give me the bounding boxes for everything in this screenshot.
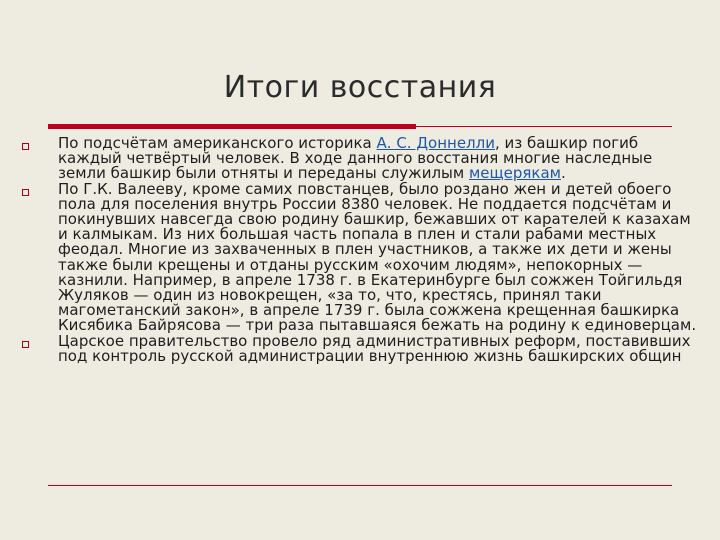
link-meshcheryaki[interactable]: мещерякам: [468, 164, 561, 183]
text-run: Царское правительство провело ряд административных реформ, поставивших под контроль русской администрации внутреннюю жизнь башкирских общин: [58, 331, 691, 365]
title-divider-thin: [416, 126, 672, 127]
bullet-list: [20, 136, 700, 364]
square-bullet-icon: [22, 341, 29, 348]
title-divider-thick: [48, 124, 416, 129]
bullet-item-1: [20, 136, 700, 182]
text-run: .: [560, 164, 566, 183]
text-run: , из башкир погиб каждый четвёртый человек. В ходе данного восстания многие наследные земли башкир были отняты и переданы служилым: [58, 134, 653, 183]
slide-title: Итоги восстания: [223, 70, 497, 105]
link-donnelly[interactable]: А. С. Доннелли: [376, 134, 495, 152]
bullet-item-3: [20, 331, 700, 365]
bullet-item-2: [20, 179, 700, 335]
footer-divider: [48, 485, 672, 486]
text-run: По подсчётам американского историка: [58, 134, 377, 152]
text-run: По Г.К. Валееву, кроме самих повстанцев, было роздано жен и детей обоего пола для поселения внутрь России 8380 человек. Не поддается подсчётам и покинувших навсегда свою родину башкир, бежавших от карателей к казахам и калмыкам. Из них большая часть попала в плен и стали рабами местных феодал. Многие из захваченных в плен участников, а также их дети и жены также были крещены и отданы русским «охочим людям», непокорных — казнили. Например, в апреле 1738 г. в Екатеринбурге был сожжен Тойгильдя Жуляков — один из новокрещен, «за то, что, крестясь, принял таки магометанский закон», в апреле 1739 г. была сожжена крещенная башкирка Кисябика Байрясова — три раза пытавшаяся бежать на родину к единоверцам.: [58, 179, 697, 335]
square-bullet-icon: [22, 143, 29, 150]
square-bullet-icon: [22, 189, 29, 196]
